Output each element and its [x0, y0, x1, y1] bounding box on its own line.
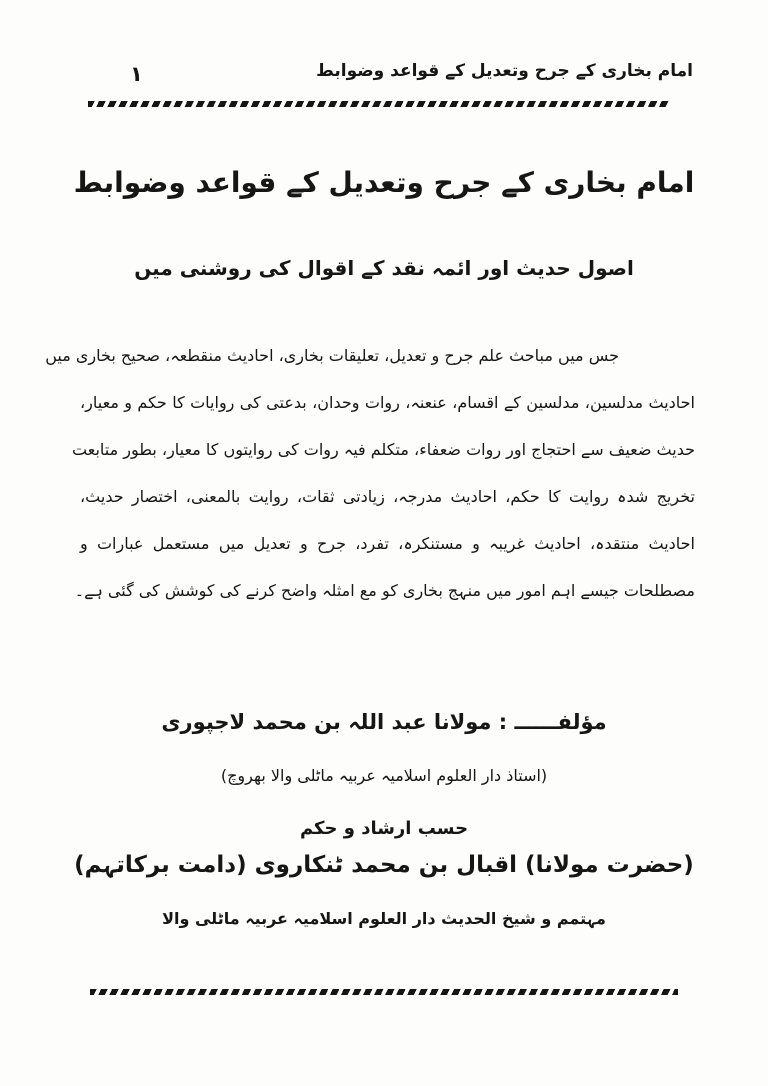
order-line: حسب ارشاد و حکم — [299, 818, 469, 839]
author-line: مؤلفــــــ : مولانا عبد اللہ بن محمد لاجپوری — [161, 710, 607, 734]
footer-rule — [90, 989, 678, 995]
description-line: احادیث مدلسین، مدلسین کے اقسام، عنعنہ، روات وحدان، بدعتی کی روایات کا حکم و معیار، — [80, 393, 695, 412]
book-title: امام بخاری کے جرح وتعدیل کے قواعد وضوابط — [73, 166, 695, 199]
patron-line: (حضرت مولانا) اقبال بن محمد ٹنکاروی (دامت برکاتہم) — [74, 852, 694, 878]
header-rule — [88, 101, 670, 107]
author-role-line: (استاذ دار العلوم اسلامیہ عربیہ ماٹلی والا بھروچ) — [220, 766, 548, 785]
patron-role-line: مہتمم و شیخ الحدیث دار العلوم اسلامیہ عربیہ ماٹلی والا — [162, 909, 606, 928]
description-line: تخریج شدہ روایت کا حکم، احادیث مدرجہ، زیادتی ثقات، روایت بالمعنی، اختصار حدیث، — [80, 487, 695, 506]
page-number: ۱ — [130, 62, 143, 86]
description-line: احادیث منتقدہ، احادیث غریبہ و مستنکرہ، تفرد، جرح و تعدیل میں مستعمل عبارات و — [80, 534, 695, 553]
description-line: جس میں مباحث علم جرح و تعدیل، تعلیقات بخاری، احادیث منقطعہ، صحیح بخاری میں — [45, 346, 619, 365]
description-line: حدیث ضعیف سے احتجاج اور روات ضعفاء، متکلم فیہ روات کی روایتوں کا معیار، بطور متابعت — [72, 440, 695, 459]
book-subtitle: اصول حدیث اور ائمہ نقد کے اقوال کی روشنی میں — [134, 256, 634, 280]
description-paragraph — [45, 332, 695, 614]
running-title: امام بخاری کے جرح وتعدیل کے قواعد وضوابط — [316, 61, 693, 81]
description-line: مصطلحات جیسے اہم امور میں منہج بخاری کو مع امثلہ واضح کرنے کی کوشش کی گئی ہے۔ — [74, 581, 695, 600]
